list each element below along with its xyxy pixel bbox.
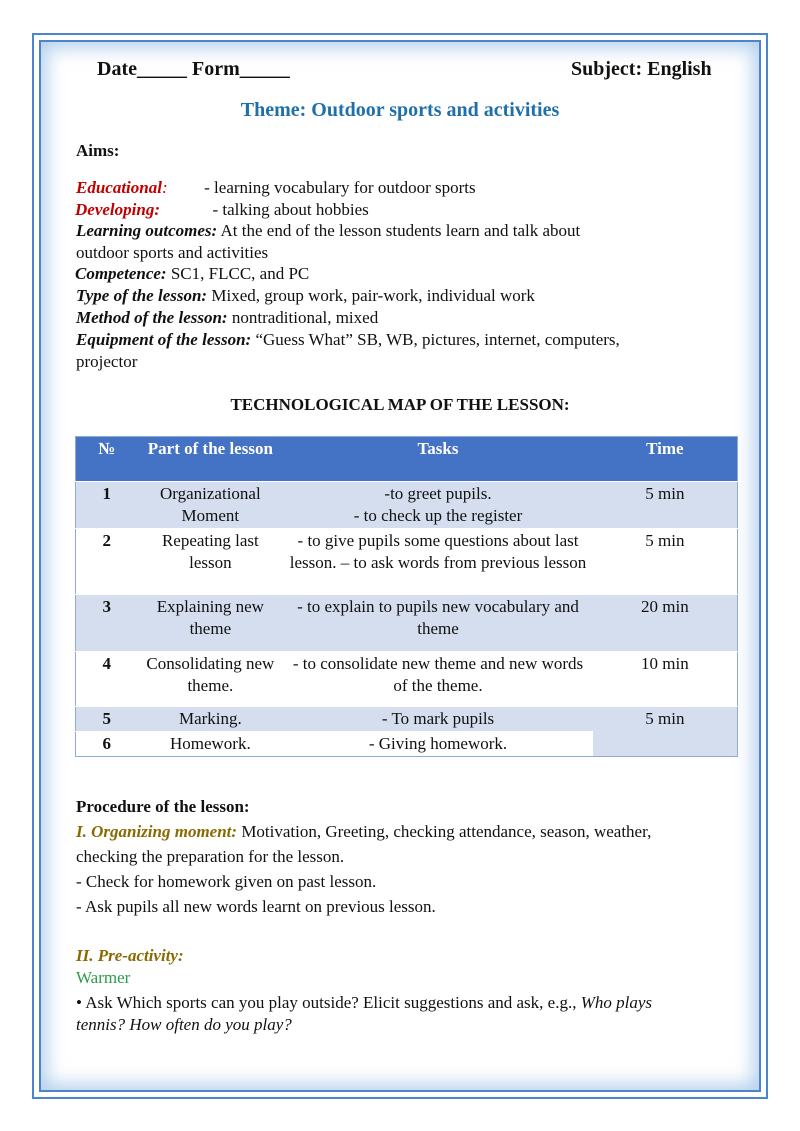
ask-words-text: - Ask pupils all new words learnt on previous lesson.	[76, 897, 436, 916]
table-header-row	[76, 437, 738, 482]
warmer-bullet-text: • Ask Which sports can you play outside? Elicit suggestions and ask, e.g.,	[76, 993, 577, 1012]
row-part: Repeating last lesson	[137, 529, 283, 595]
map-title: TECHNOLOGICAL MAP OF THE LESSON:	[230, 395, 570, 414]
table-row	[76, 707, 738, 732]
theme-title: Theme: Outdoor sports and activities	[240, 99, 560, 121]
row-number: 6	[76, 732, 138, 757]
header-number: №	[76, 437, 138, 482]
equipment-text-1: “Guess What” SB, WB, pictures, internet, computers,	[255, 330, 620, 349]
date-form-line: Date_____ Form_____	[97, 58, 290, 80]
row-time: 5 min	[593, 529, 738, 595]
outcomes-line-1	[76, 221, 580, 241]
row-number: 4	[76, 652, 138, 707]
type-text: Mixed, group work, pair-work, individual work	[211, 286, 535, 305]
outcomes-text-1: At the end of the lesson students learn and talk about	[220, 221, 581, 240]
warmer-label: Warmer	[76, 968, 131, 987]
developing-label: Developing:	[75, 200, 160, 219]
equipment-text-2: projector	[76, 352, 138, 371]
method-label: Method of the lesson:	[76, 308, 228, 327]
organizing-text-2: checking the preparation for the lesson.	[76, 847, 345, 866]
competence-label: Competence:	[75, 264, 167, 283]
competence-line	[75, 264, 309, 284]
outcomes-label: Learning outcomes:	[76, 221, 218, 240]
row-part: Explaining new theme	[137, 595, 283, 652]
table-row	[76, 482, 738, 529]
lesson-map-table	[75, 436, 738, 757]
method-text: nontraditional, mixed	[231, 308, 379, 327]
method-line	[76, 308, 378, 328]
educational-colon: :	[161, 178, 168, 197]
table-row	[76, 595, 738, 652]
row-task-line: - to check up the register	[353, 506, 523, 525]
header-part: Part of the lesson	[137, 437, 283, 482]
organizing-text-1: Motivation, Greeting, checking attendance, season, weather,	[241, 822, 652, 841]
row-time: 5 min	[593, 707, 738, 757]
procedure-title: Procedure of the lesson:	[76, 797, 250, 816]
row-number: 2	[76, 529, 138, 595]
outcomes-text-2: outdoor sports and activities	[76, 243, 269, 262]
table-row	[76, 652, 738, 707]
equipment-label: Equipment of the lesson:	[76, 330, 252, 349]
type-label: Type of the lesson:	[76, 286, 208, 305]
row-tasks: - to give pupils some questions about last lesson. – to ask words from previous lesson	[283, 529, 592, 595]
row-tasks: - to explain to pupils new vocabulary and theme	[283, 595, 592, 652]
header-time: Time	[593, 437, 738, 482]
row-tasks: - Giving homework.	[283, 732, 592, 757]
developing-line	[75, 200, 369, 220]
competence-text: SC1, FLCC, and PC	[170, 264, 310, 283]
warmer-bullet-line-2: tennis? How often do you play?	[76, 1015, 292, 1034]
table-row	[76, 529, 738, 595]
row-part: Marking.	[137, 707, 283, 732]
subject-line: Subject: English	[571, 58, 712, 80]
row-part: Organizational Moment	[137, 482, 283, 529]
check-homework-text: - Check for homework given on past lesson.	[76, 872, 377, 891]
organizing-line-1	[76, 822, 651, 842]
row-tasks: - To mark pupils	[283, 707, 592, 732]
row-part: Homework.	[137, 732, 283, 757]
row-tasks	[283, 482, 592, 529]
row-number: 5	[76, 707, 138, 732]
developing-text: - talking about hobbies	[212, 200, 369, 219]
aims-heading: Aims:	[76, 141, 120, 160]
pre-activity-label: II. Pre-activity:	[76, 946, 184, 965]
warmer-bullet-italic: Who plays	[580, 993, 653, 1012]
header-tasks: Tasks	[283, 437, 592, 482]
row-time: 5 min	[593, 482, 738, 529]
row-number: 3	[76, 595, 138, 652]
equipment-line-1	[76, 330, 620, 350]
educational-text: - learning vocabulary for outdoor sports	[204, 178, 476, 197]
row-number: 1	[76, 482, 138, 529]
educational-line	[76, 178, 476, 198]
organizing-label: I. Organizing moment:	[76, 822, 238, 841]
type-line	[76, 286, 535, 306]
row-tasks: - to consolidate new theme and new words of the theme.	[283, 652, 592, 707]
warmer-bullet-line-1	[76, 993, 652, 1013]
row-task-line: -to greet pupils.	[384, 484, 492, 503]
row-time: 20 min	[593, 595, 738, 652]
row-time: 10 min	[593, 652, 738, 707]
educational-label: Educational	[76, 178, 162, 197]
row-part: Consolidating new theme.	[137, 652, 283, 707]
